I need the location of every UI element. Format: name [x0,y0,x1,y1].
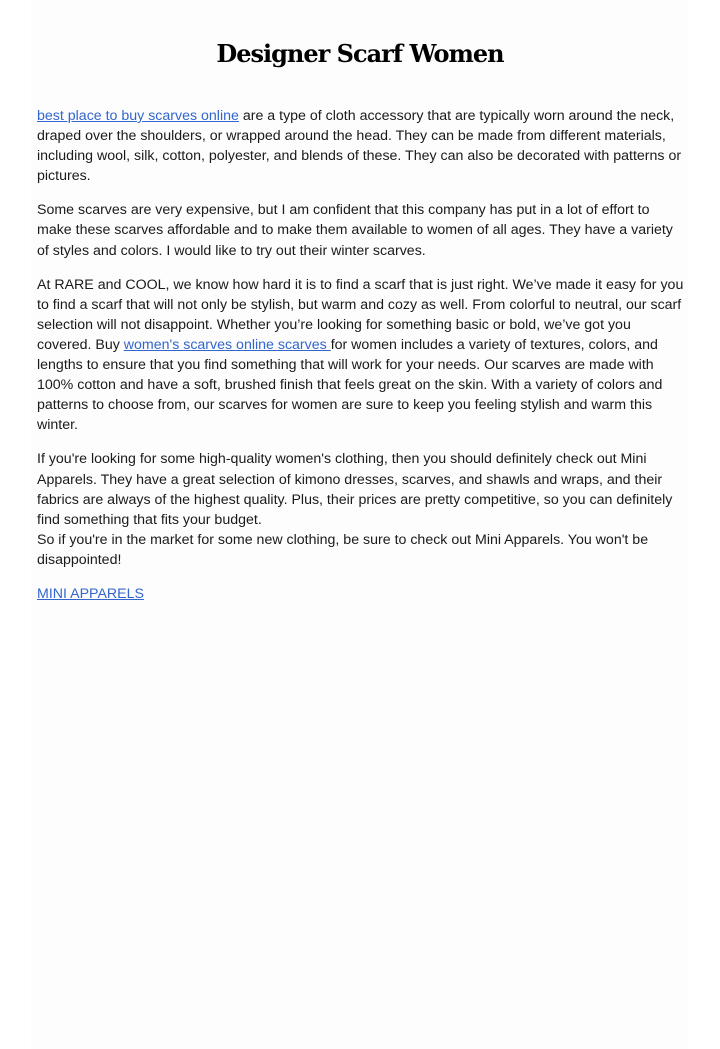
paragraph-rare-and-cool [37,275,685,436]
womens-scarves-online-link[interactable]: women's scarves online scarves [123,336,331,353]
best-place-to-buy-scarves-link[interactable]: best place to buy scarves online [37,108,239,124]
mini-apparels-link[interactable]: MINI APPARELS [37,585,144,602]
paragraph-footer-link [37,584,685,604]
paragraph-mini-apparels [37,449,685,570]
document-body [37,106,685,618]
paragraph-rare-and-cool-text-before: At RARE and COOL, we know how hard it is to find a scarf that is just right. We’ve made it easy for you to find a scarf that will not only be stylish, but warm and cozy as well. From colorful to neutral, our scarf selection will not disappoint. Whether you’re looking for something basic or bold, we’ve got you covered. Buy [37,276,684,353]
paragraph-affordability-text: Some scarves are very expensive, but I am confident that this company has put in a lot of effort to make these scarves affordable and to make them available to women of all ages. They have a variety of styles and colors. I would like to try out their winter scarves. [37,202,673,259]
paragraph-mini-apparels-line1: If you're looking for some high-quality women's clothing, then you should definitely check out Mini Apparels. They have a great selection of kimono dresses, scarves, and shawls and wraps, and their fabrics are always of the highest quality. Plus, their prices are pretty competitive, so you can definitely find something that fits your budget. [37,451,673,528]
paragraph-intro-text: are a type of cloth accessory that are typically worn around the neck, draped over the shoulders, or wrapped around the head. They can be made from different materials, including wool, silk, cotton, polyester, and blends of these. They can also be decorated with patterns or pictures. [37,108,682,185]
paragraph-mini-apparels-line2: So if you're in the market for some new clothing, be sure to check out Mini Apparels. You won't be disappointed! [37,531,649,568]
paragraph-intro [37,106,685,186]
page-title: Designer Scarf Women [216,39,504,68]
paragraph-affordability [37,200,685,260]
paragraph-rare-and-cool-text-after: for women includes a variety of textures, colors, and lengths to ensure that you find something that will work for your needs. Our scarves are made with 100% cotton and have a soft, brushed finish that feels great on the skin. With a variety of colors and patterns to choose from, our scarves for women are sure to keep you feeling stylish and warm this winter. [37,336,663,434]
